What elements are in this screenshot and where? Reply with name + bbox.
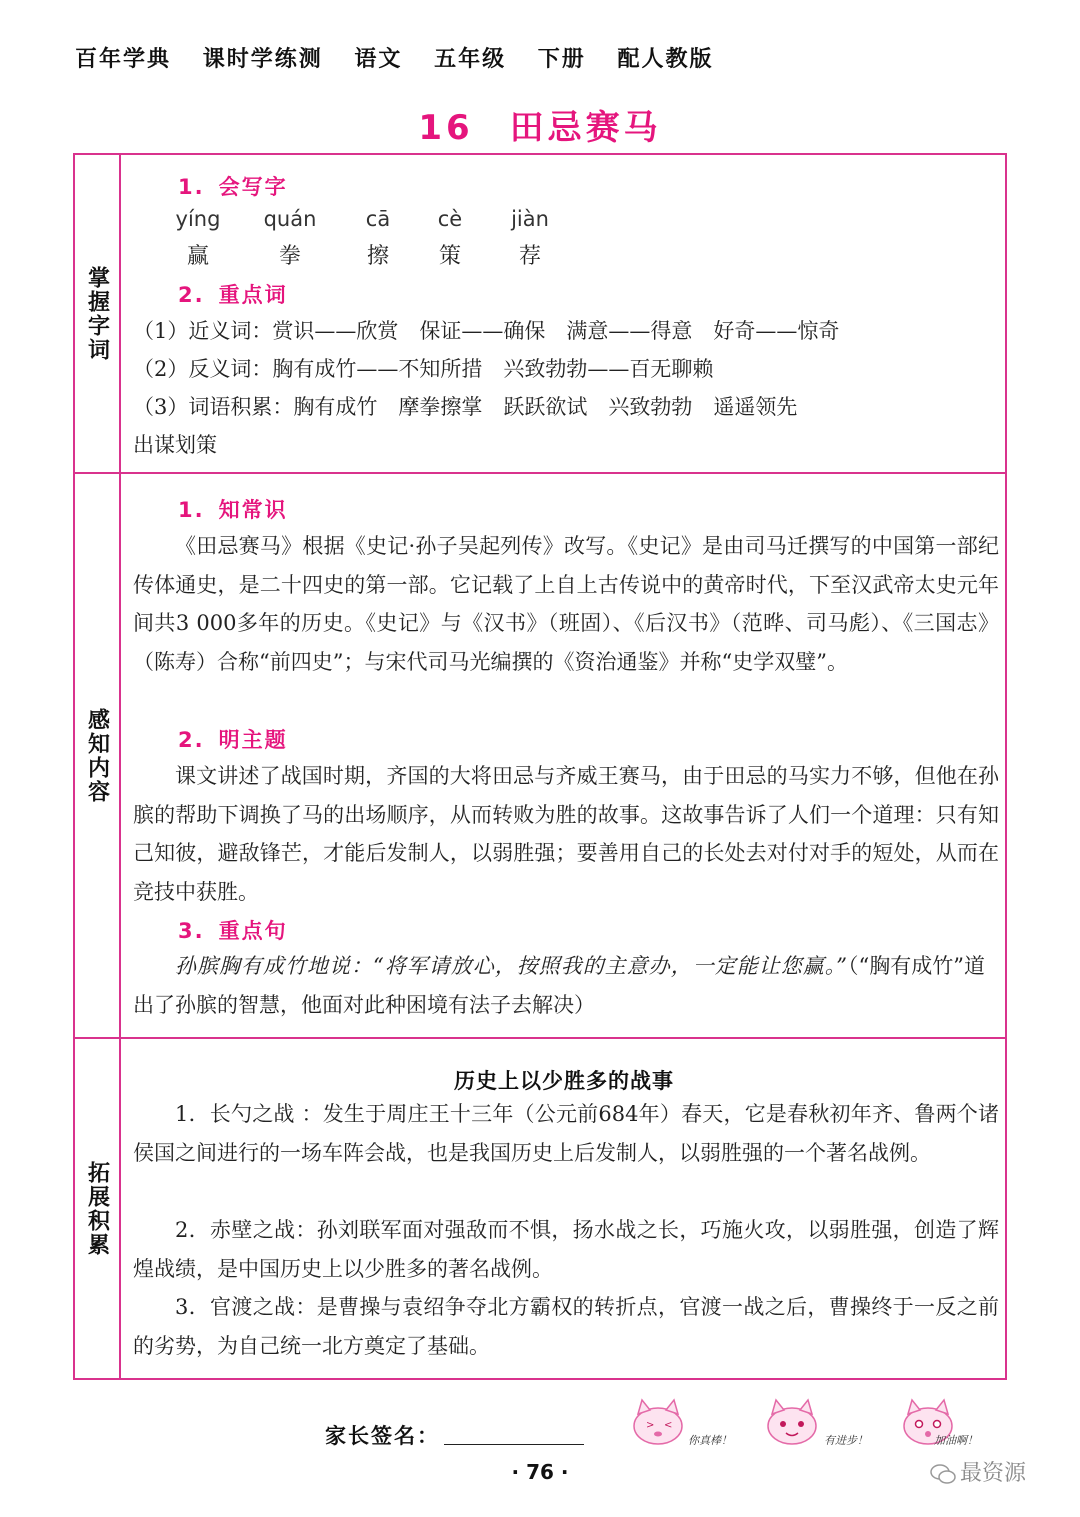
cat-sticker: [628, 1398, 758, 1450]
section-heading: [178, 494, 288, 524]
wechat-icon: [930, 1463, 956, 1485]
knowledge-paragraph: 《田忌赛马》根据《史记·孙子吴起列传》改写。《史记》是由司马迁撰写的中国第一部纪传体通史，是二十四史的第一部。它记载了上自上古传说中的黄帝时代，下至汉武帝太史元年间共3 000多年的历史。《史记》与《汉书》（班固）、《后汉书》（范晔、司马彪）、《三国志》（陈寿）合称“前四史”；与宋代司马光编撰的《资治通鉴》并称“史学双璧”。: [133, 534, 999, 674]
key-sentence-note: （“胸有成竹”道出了孙膑的智慧，他面对此种困境有法子去解决）: [133, 954, 985, 1017]
section-content: [133, 474, 999, 1037]
character: 赢: [186, 244, 209, 269]
lesson-name: 田忌赛马: [509, 108, 662, 148]
sticker-caption: 有进步！: [824, 1434, 868, 1447]
lesson-title: [0, 100, 1080, 149]
key-sentence-quote: 孙膑胸有成竹地说：“将军请放心，按照我的主意办，一定能让您赢。”: [175, 954, 848, 978]
study-table: [73, 153, 1007, 1380]
section-heading: [178, 171, 288, 201]
section-vocabulary: [75, 155, 1005, 474]
parent-signature-line[interactable]: [444, 1444, 584, 1445]
extension-title: 历史上以少胜多的战事: [454, 1069, 674, 1093]
synonyms-line: （1）近义词：赏识——欣赏 保证——确保 满意——得意 好奇——惊奇: [133, 319, 840, 343]
battle-paragraph: 2．赤壁之战：孙刘联军面对强敌而不惧，扬水战之长，巧施火攻，以弱胜强，创造了辉煌战绩，是中国历史上以少胜多的著名战例。: [133, 1218, 999, 1281]
header-grade: 五年级: [434, 47, 507, 72]
header-edition: 配人教版: [617, 47, 714, 72]
heading-number: 2.: [178, 283, 205, 307]
section-content-perception: [75, 474, 1005, 1039]
pinyin: cā: [365, 207, 391, 231]
watermark: [930, 1456, 1026, 1487]
key-sentence: [133, 947, 999, 1024]
heading-number: 1.: [178, 498, 205, 522]
section-extension: [75, 1039, 1005, 1378]
heading-text: 重点词: [218, 283, 288, 307]
battle-paragraph: 1．长勺之战 ：发生于周庄王十三年（公元前684年）春天，它是春秋初年齐、鲁两个诸侯国之间进行的一场车阵会战，也是我国历史上后发制人，以弱胜强的一个著名战例。: [133, 1102, 999, 1165]
pinyin: quán: [263, 207, 317, 231]
character: 拳: [278, 244, 301, 269]
section-label: 掌握字词: [84, 265, 110, 362]
vocab-accumulation-line: （3）词语积累：胸有成竹 摩拳擦掌 跃跃欲试 兴致勃勃 遥遥领先: [133, 395, 798, 419]
battle-paragraph: 3．官渡之战：是曹操与袁绍争夺北方霸权的转折点，官渡一战之后，曹操终于一反之前的劣势，为自己统一北方奠定了基础。: [133, 1295, 999, 1358]
header-series: 百年学典: [75, 47, 172, 72]
watermark-text: 最资源: [960, 1461, 1027, 1486]
sticker-caption: 加油啊！: [934, 1434, 978, 1447]
section-label: 拓展积累: [84, 1160, 110, 1257]
svg-text:<: <: [664, 1420, 673, 1431]
cat-sticker: [898, 1398, 1028, 1450]
page-number: · 76 ·: [511, 1460, 569, 1484]
parent-signature-label: 家长签名：: [325, 1424, 440, 1448]
section-heading: [178, 279, 288, 309]
section-label: 感知内容: [84, 707, 110, 804]
header-subject: 语文: [354, 47, 403, 72]
pinyin: yíng: [175, 207, 221, 231]
section-side: [75, 1039, 121, 1378]
section-content: [133, 155, 995, 472]
section-content: [133, 1039, 999, 1378]
sticker-caption: 你真棒！: [688, 1434, 732, 1447]
heading-text: 知常识: [218, 498, 288, 522]
header-volume: 下册: [537, 47, 586, 72]
pinyin: jiàn: [511, 207, 549, 231]
antonyms-line: （2）反义词：胸有成竹——不知所措 兴致勃勃——百无聊赖: [133, 357, 714, 381]
book-header: [75, 42, 735, 73]
character: 荐: [518, 244, 541, 269]
section-heading: [178, 915, 288, 945]
section-side: [75, 155, 121, 472]
section-heading: [178, 724, 288, 754]
character: 策: [438, 244, 461, 269]
svg-text:>: >: [646, 1420, 655, 1431]
theme-paragraph: 课文讲述了战国时期，齐国的大将田忌与齐威王赛马，由于田忌的马实力不够，但他在孙膑的帮助下调换了马的出场顺序，从而转败为胜的故事。这故事告诉了人们一个道理：只有知己知彼，避敌锋芒，才能后发制人，以弱胜强；要善用自己的长处去对付对手的短处，从而在竞技中获胜。: [133, 764, 999, 904]
heading-number: 1.: [178, 175, 205, 199]
character: 擦: [366, 244, 389, 269]
lesson-number: 16: [418, 108, 474, 148]
section-side: [75, 474, 121, 1037]
heading-number: 3.: [178, 919, 205, 943]
cat-icon: [762, 1398, 832, 1448]
heading-text: 重点句: [218, 919, 288, 943]
heading-text: 明主题: [218, 728, 288, 752]
heading-number: 2.: [178, 728, 205, 752]
pinyin: cè: [437, 207, 463, 231]
header-subtitle: 课时学练测: [202, 47, 323, 72]
vocab-accumulation-line: 出谋划策: [133, 433, 217, 457]
heading-text: 会写字: [218, 175, 288, 199]
cat-sticker: [762, 1398, 892, 1450]
